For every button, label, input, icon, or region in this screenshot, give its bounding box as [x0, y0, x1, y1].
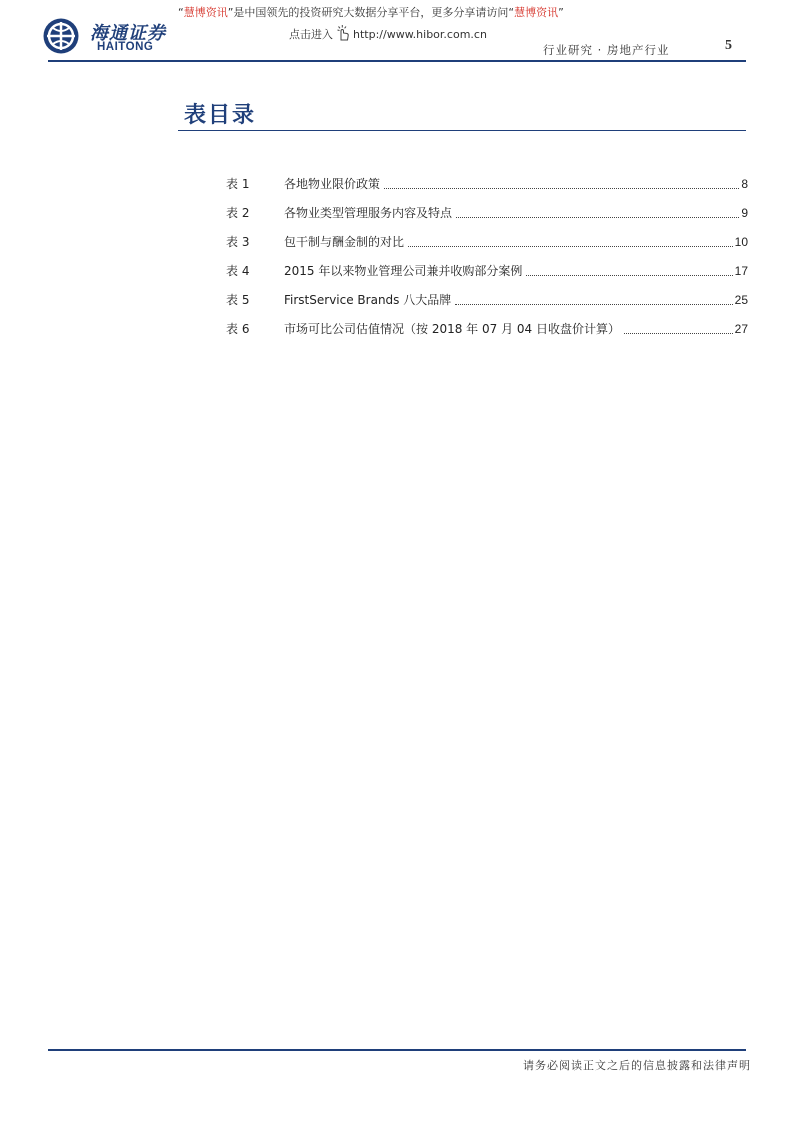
toc-entry-label: 表 1	[226, 177, 250, 191]
toc-entry-page: 8	[741, 177, 748, 191]
toc-entry-title: FirstService Brands 八大品牌	[284, 293, 452, 307]
toc-entry[interactable]	[226, 260, 748, 289]
toc-entry-page: 10	[734, 235, 748, 249]
promo-brand-link[interactable]: 慧博资讯	[183, 6, 228, 19]
toc-title: 表目录	[184, 102, 257, 128]
legal-disclaimer: 请务必阅读正文之后的信息披露和法律声明	[523, 1059, 751, 1072]
toc-dot-leader	[624, 318, 733, 334]
promo-link-line	[289, 24, 487, 42]
toc-entry-page: 27	[734, 322, 748, 336]
toc-entry-label: 表 2	[226, 206, 250, 220]
toc-dot-leader	[408, 231, 733, 247]
section-label: 行业研究 · 房地产行业	[543, 43, 670, 57]
toc-entry-label: 表 6	[226, 322, 250, 336]
promo-quote-close: ”	[558, 6, 564, 19]
toc-entry[interactable]	[226, 318, 748, 347]
toc-entry-title: 市场可比公司估值情况（按 2018 年 07 月 04 日收盘价计算）	[284, 322, 620, 336]
toc-entry[interactable]	[226, 231, 748, 260]
toc-entry-title: 2015 年以来物业管理公司兼并收购部分案例	[284, 264, 523, 278]
toc-dot-leader	[455, 289, 732, 305]
toc-dot-leader	[456, 202, 739, 218]
hand-pointer-icon	[335, 24, 351, 41]
promo-brand-link-2[interactable]: 慧博资讯	[514, 6, 559, 19]
toc-entry-title: 各地物业限价政策	[284, 177, 381, 191]
header-divider	[48, 60, 746, 62]
footer-divider	[48, 1049, 746, 1051]
promo-enter-text: 点击进入	[289, 28, 333, 41]
promo-quote-open: “	[178, 6, 184, 19]
promo-middle-text: ”是中国领先的投资研究大数据分享平台，更多分享请访问“	[227, 6, 515, 19]
toc-entry-page: 9	[741, 206, 748, 220]
logo-english-name: HAITONG	[97, 41, 154, 53]
toc-dot-leader	[384, 173, 739, 189]
hibor-url-link[interactable]: http://www.hibor.com.cn	[353, 28, 487, 41]
toc-entry[interactable]	[226, 173, 748, 202]
logo-chinese-name: 海通证券	[90, 23, 166, 44]
toc-entry[interactable]	[226, 289, 748, 318]
table-of-tables	[226, 173, 748, 347]
haitong-logo-icon	[42, 17, 80, 55]
toc-entry[interactable]	[226, 202, 748, 231]
toc-entry-page: 17	[734, 264, 748, 278]
toc-dot-leader	[526, 260, 732, 276]
toc-entry-title: 各物业类型管理服务内容及特点	[284, 206, 453, 220]
toc-entry-label: 表 5	[226, 293, 250, 307]
toc-title-divider	[178, 130, 746, 131]
toc-entry-label: 表 3	[226, 235, 250, 249]
page-number: 5	[725, 38, 732, 53]
haitong-logo	[42, 17, 192, 57]
promo-banner-line	[178, 4, 564, 20]
toc-entry-page: 25	[734, 293, 748, 307]
toc-entry-title: 包干制与酬金制的对比	[284, 235, 405, 249]
toc-entry-label: 表 4	[226, 264, 250, 278]
